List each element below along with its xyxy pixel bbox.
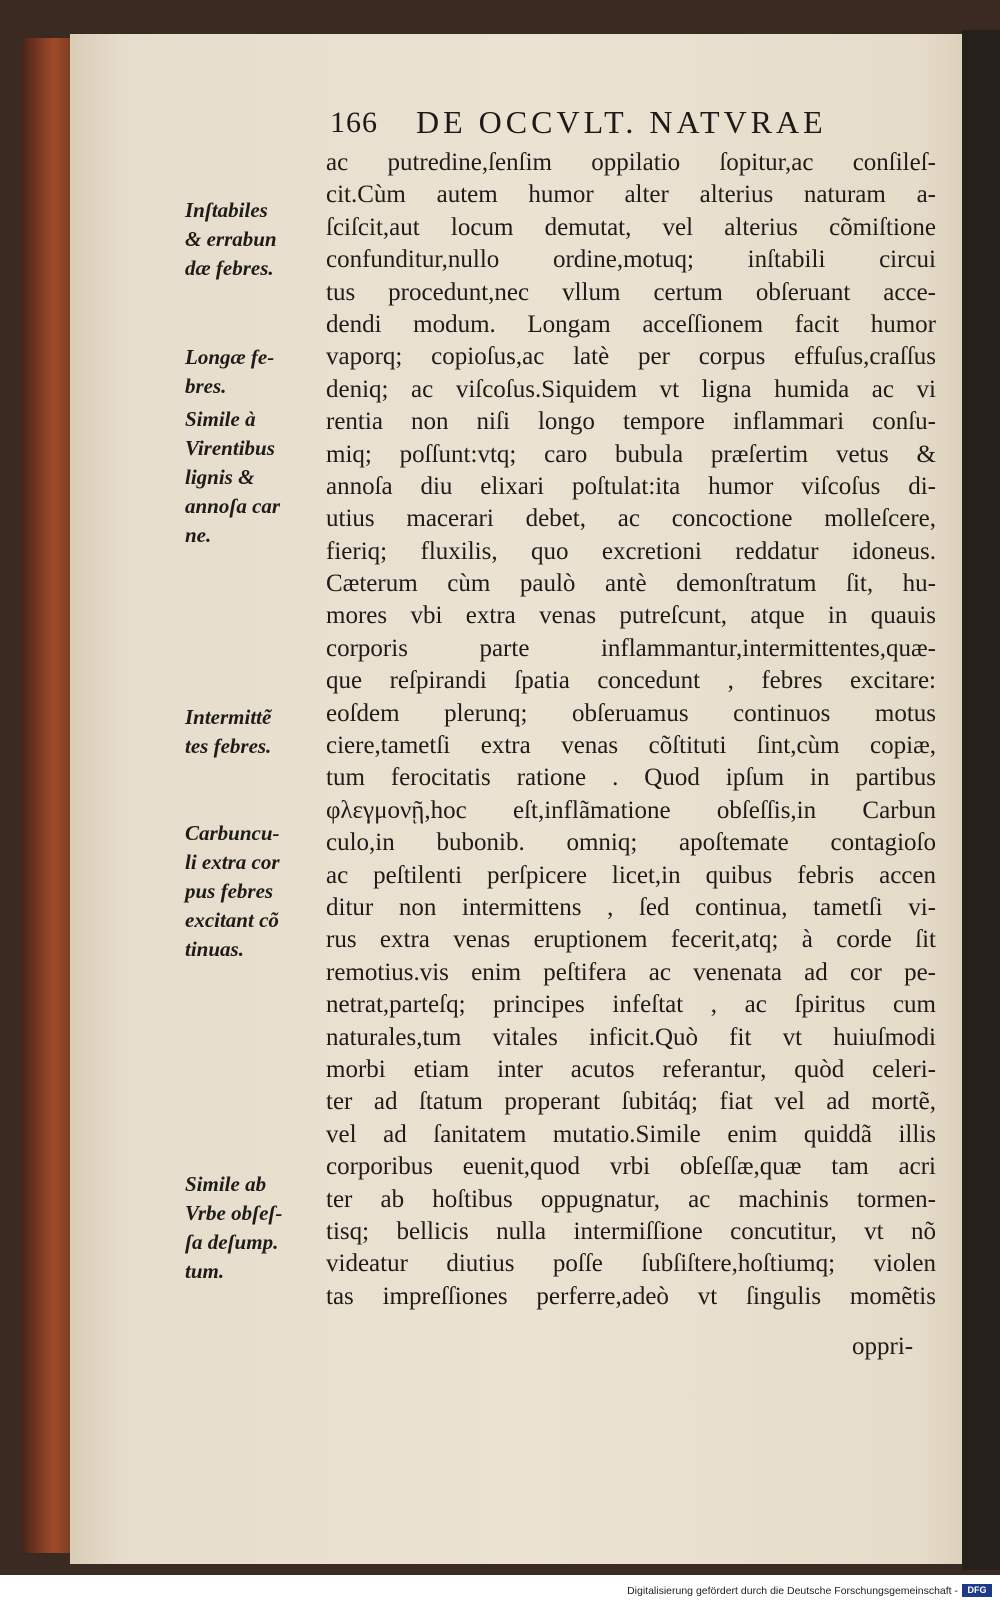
marginal-note-line: tum.: [185, 1259, 225, 1283]
text-line: ac putredine,ſenſim oppilatio ſopitur,ac conſileſ-: [326, 149, 936, 176]
text-line: cit.Cùm autem humor alter alterius naturam a-: [326, 181, 936, 209]
marginal-note-line: Vrbe obſeſ-: [185, 1201, 283, 1225]
marginal-note-line: tes febres.: [185, 734, 272, 758]
text-line: ſciſcit,aut locum demutat, vel alterius cõmiſtione: [326, 213, 936, 241]
text-line: remotius.vis enim peſtifera ac venenata ad cor pe-: [326, 958, 936, 986]
marginal-note-instabiles: [185, 196, 325, 283]
marginal-note-longae: [185, 343, 325, 401]
marginal-note-line: pus febres: [185, 879, 274, 903]
text-line: φλεγμονῇ,hoc eſt,inflãmatione obſeſſis,in Carbun: [326, 796, 936, 824]
marginal-note-line: ſa deſump.: [185, 1230, 279, 1254]
footer-bar: [0, 1575, 1000, 1607]
text-line: miq; poſſunt:vtq; caro bubula præſertim vetus &: [326, 440, 936, 468]
text-line: rentia non niſi longo tempore inflammari conſu-: [326, 408, 936, 436]
text-line: rus extra venas eruptionem fecerit,atq; à corde ſit: [326, 926, 936, 954]
text-line: netrat,parteſq; principes infeſtat , ac ſpiritus cum: [326, 991, 936, 1019]
marginal-note-line: Simile à: [185, 407, 256, 431]
text-line: dendi modum. Longam acceſſionem facit humor: [326, 310, 936, 338]
running-head: DE OCCVLT. NATVRAE: [416, 104, 827, 140]
text-line: Cæterum cùm paulò antè demonſtratum ſit, hu-: [326, 570, 936, 598]
marginal-note-simile-virentibus: [185, 405, 325, 550]
marginal-note-line: dæ febres.: [185, 256, 274, 280]
page-header: [318, 106, 898, 150]
marginal-note-line: lignis &: [185, 465, 255, 489]
text-line: morbi etiam inter acutos referantur, quòd celeri-: [326, 1055, 936, 1083]
text-line: culo,in bubonib. omniq; apoſtemate contagioſo: [326, 829, 936, 857]
text-line: deniq; ac viſcoſus.Siquidem vt ligna humida ac vi: [326, 375, 936, 403]
text-line: tum ferocitatis ratione . Quod ipſum in partibus: [326, 764, 936, 792]
catchword: oppri-: [852, 1333, 914, 1360]
marginal-note-line: annoſa car: [185, 494, 281, 518]
text-line: tas impreſſiones perferre,adeò vt ſingulis momẽtis: [326, 1282, 936, 1310]
marginal-note-line: Longæ fe-: [185, 345, 275, 369]
text-line: eoſdem plerunq; obſeruamus continuos motus: [326, 699, 936, 727]
marginal-note-line: ne.: [185, 523, 212, 547]
dfg-logo: DFG: [962, 1584, 992, 1597]
text-line: mores vbi extra venas putreſcunt, atque in quauis: [326, 602, 936, 630]
text-line: fieriq; fluxilis, quo excretioni reddatur idoneus.: [326, 537, 936, 565]
text-line: corporis parte inflammantur,intermittentes,quæ-: [326, 634, 936, 662]
marginal-note-line: Inſtabiles: [185, 198, 268, 222]
marginal-note-line: Carbuncu-: [185, 821, 280, 845]
page-number: 166: [330, 106, 378, 139]
text-line: annoſa diu elixari poſtulat:ita humor viſcoſus di-: [326, 472, 936, 500]
text-line: corporibus euenit,quod vrbi obſeſſæ,quæ tam acri: [326, 1153, 936, 1181]
text-line: ter ad ſtatum properant ſubitáq; fiat vel ad mortẽ,: [326, 1088, 936, 1116]
marginal-note-line: li extra cor: [185, 850, 280, 874]
text-line: videatur diutius poſſe ſubſiſtere,hoſtiumq; violen: [326, 1250, 936, 1278]
body-text: [326, 147, 936, 1313]
marginal-note-simile-urbe: [185, 1170, 325, 1286]
text-line: ter ab hoſtibus oppugnatur, ac machinis tormen-: [326, 1185, 936, 1213]
text-line: tisq; bellicis nulla intermiſſione concutitur, vt nõ: [326, 1217, 936, 1245]
text-line: ditur non intermittens , ſed continua, tametſi vi-: [326, 893, 936, 921]
dark-right-edge: [962, 30, 1000, 1570]
marginal-note-carbunculi: [185, 819, 325, 964]
text-line: que reſpirandi ſpatia concedunt , febres excitare:: [326, 667, 936, 695]
funding-credit: Digitalisierung gefördert durch die Deutsche Forschungsgemeinschaft -: [627, 1585, 958, 1597]
marginal-note-line: tinuas.: [185, 937, 244, 961]
marginal-note-line: Simile ab: [185, 1172, 267, 1196]
marginal-note-line: Intermittẽ: [185, 705, 272, 729]
text-line: naturales,tum vitales inficit.Quò fit vt huiuſmodi: [326, 1023, 936, 1051]
marginal-note-line: & errabun: [185, 227, 277, 251]
marginal-note-intermittentes: [185, 703, 325, 761]
text-line: vaporq; copioſus,ac latè per corpus effuſus,craſſus: [326, 343, 936, 371]
text-line: vel ad ſanitatem mutatio.Simile enim quiddã illis: [326, 1120, 936, 1148]
text-line: confunditur,nullo ordine,motuq; inſtabili circui: [326, 246, 936, 274]
marginal-note-line: Virentibus: [185, 436, 275, 460]
text-line: utius macerari debet, ac concoctione molleſcere,: [326, 505, 936, 533]
marginal-note-line: excitant cõ: [185, 908, 279, 932]
text-line: ciere,tametſi extra venas cõſtituti ſint,cùm copiæ,: [326, 732, 936, 760]
marginal-note-line: bres.: [185, 374, 227, 398]
text-line: ac peſtilenti perſpicere licet,in quibus febris accen: [326, 861, 936, 889]
text-line: tus procedunt,nec vllum certum obſeruant acce-: [326, 278, 936, 306]
